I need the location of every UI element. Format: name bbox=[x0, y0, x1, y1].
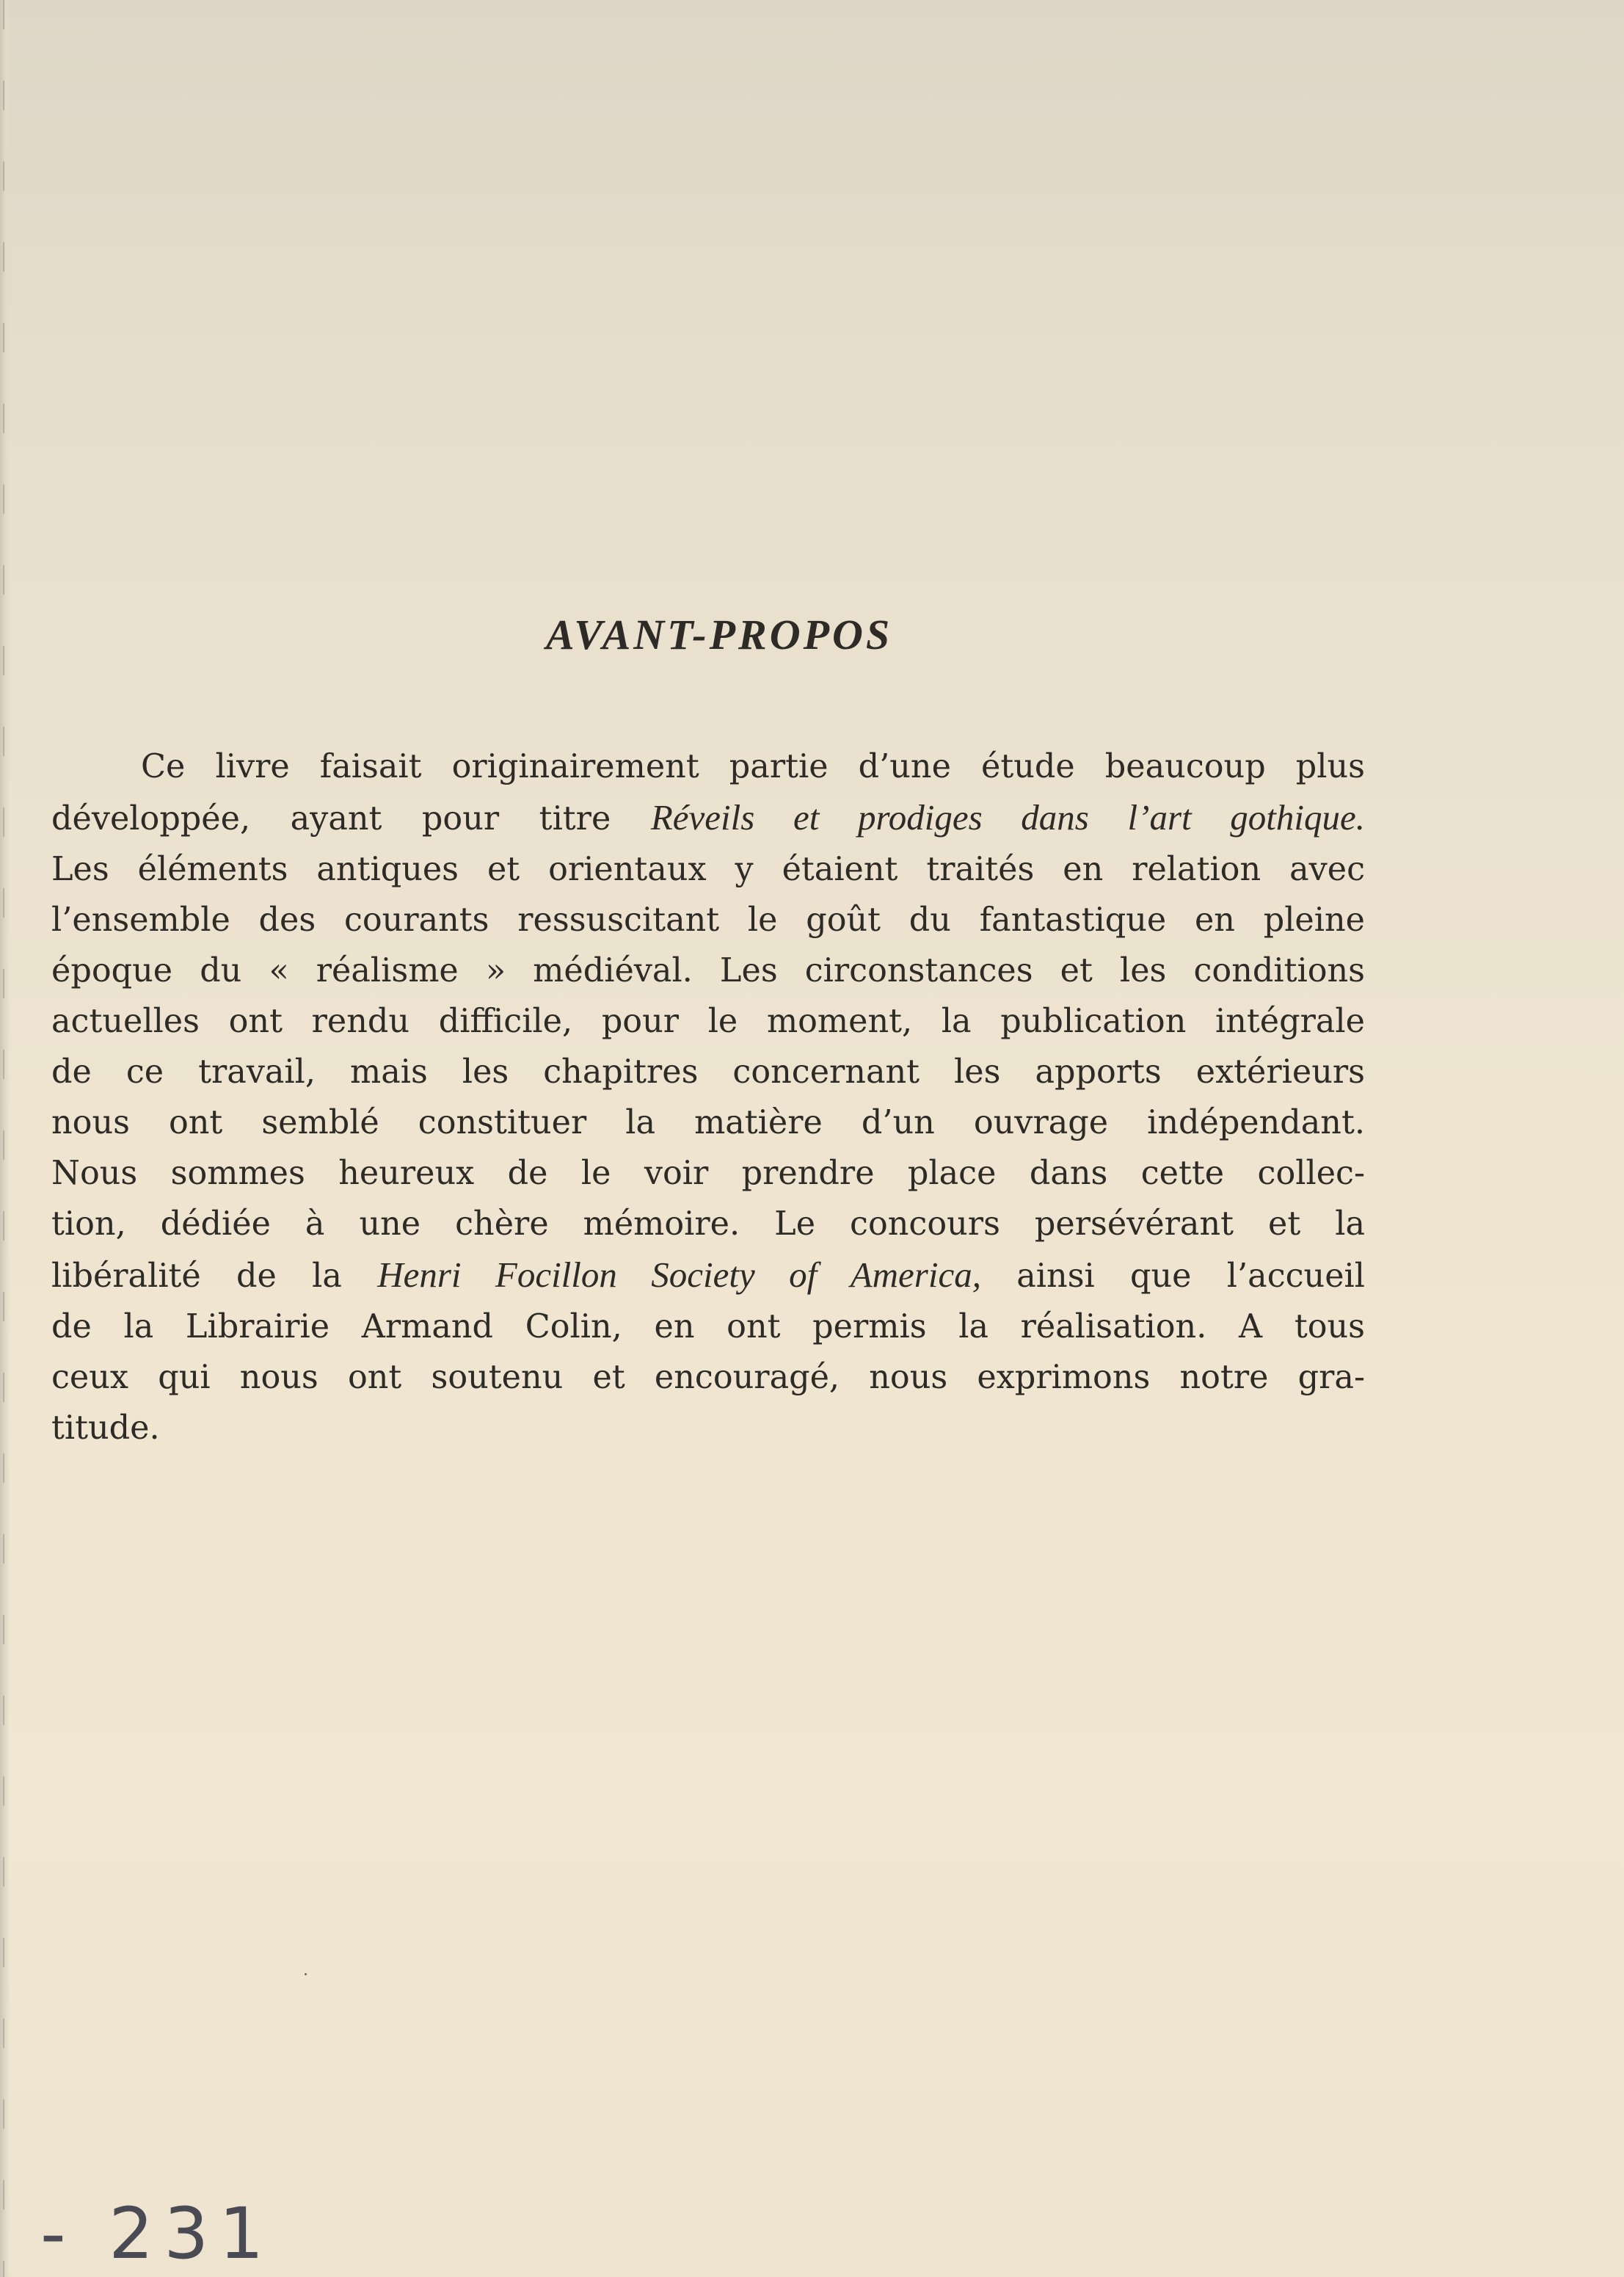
text-line bbox=[51, 1301, 1365, 1352]
line-text: l’ensemble des courants ressuscitant le goût du fantastique en pleine bbox=[51, 901, 1365, 939]
text-line bbox=[51, 1199, 1365, 1249]
italic-title-text: Henri Focillon Society of America, bbox=[377, 1254, 981, 1295]
text-line bbox=[51, 996, 1365, 1047]
text-line bbox=[51, 895, 1365, 945]
text-line bbox=[51, 792, 1365, 844]
line-text: Nous sommes heureux de le voir prendre place dans cette collec- bbox=[51, 1155, 1365, 1192]
text-line bbox=[51, 741, 1365, 792]
line-text: titude. bbox=[51, 1409, 160, 1447]
line-text: ainsi que l’accueil bbox=[981, 1257, 1366, 1295]
line-text: de la Librairie Armand Colin, en ont permis la réalisation. A tous bbox=[51, 1308, 1365, 1346]
text-line bbox=[51, 1403, 1365, 1453]
italic-title-text: Réveils et prodiges dans l’art gothique. bbox=[650, 797, 1365, 838]
line-text: actuelles ont rendu difficile, pour le moment, la publication intégrale bbox=[51, 1003, 1365, 1040]
text-line bbox=[51, 1148, 1365, 1199]
text-line bbox=[51, 1047, 1365, 1097]
line-text: nous ont semblé constituer la matière d’un ouvrage indépendant. bbox=[51, 1104, 1365, 1141]
line-text: Ce livre faisait originairement partie d’une étude beaucoup plus bbox=[141, 748, 1365, 785]
line-text: de ce travail, mais les chapitres concernant les apports extérieurs bbox=[51, 1053, 1365, 1091]
page-binding-edge bbox=[0, 0, 10, 2277]
page-title: AVANT-PROPOS bbox=[545, 610, 893, 658]
binding-stitch-line bbox=[3, 0, 4, 2277]
text-line bbox=[51, 844, 1365, 895]
text-line bbox=[51, 1097, 1365, 1148]
line-text: Les éléments antiques et orientaux y étaient traités en relation avec bbox=[51, 851, 1365, 888]
text-line bbox=[51, 945, 1365, 996]
text-line bbox=[51, 1249, 1365, 1301]
line-text: libéralité de la bbox=[51, 1257, 378, 1295]
line-text: tion, dédiée à une chère mémoire. Le concours persévérant et la bbox=[51, 1205, 1365, 1243]
paper-speck bbox=[305, 1973, 307, 1975]
foreword-paragraph bbox=[51, 741, 1365, 1453]
text-line bbox=[51, 1352, 1365, 1403]
line-text: développée, ayant pour titre bbox=[51, 800, 651, 838]
line-text: époque du « réalisme » médiéval. Les circonstances et les conditions bbox=[51, 952, 1365, 989]
handwritten-page-mark: - 231 bbox=[40, 2193, 274, 2275]
line-text: ceux qui nous ont soutenu et encouragé, nous exprimons notre gra- bbox=[51, 1359, 1365, 1396]
